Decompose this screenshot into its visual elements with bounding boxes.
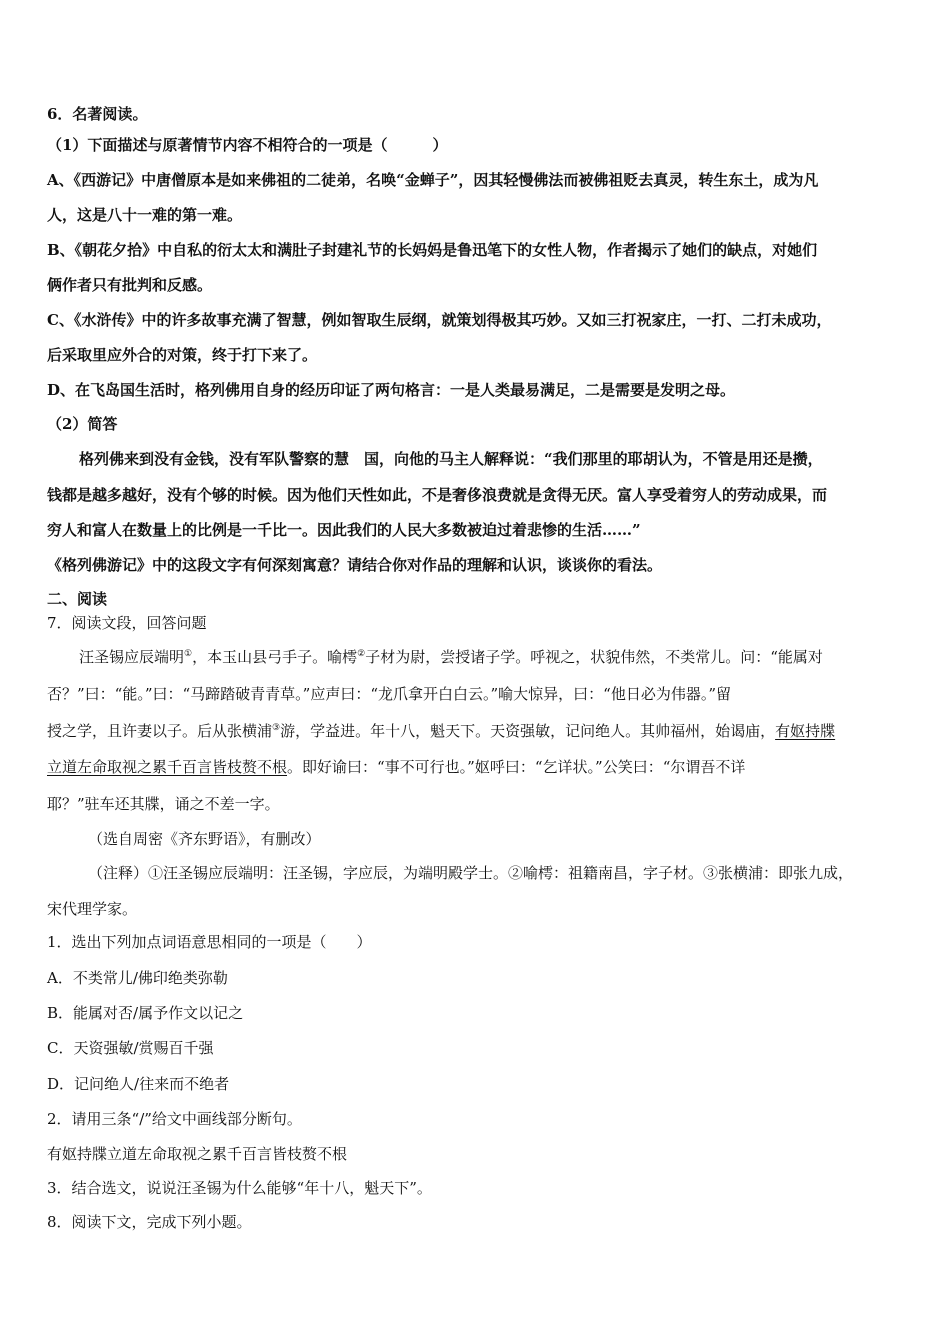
q7-sub1-option-d: D．记问绝人/往来而不绝者 — [47, 1075, 230, 1093]
q7-sub2: 2．请用三条“/”给文中画线部分断句。 — [47, 1110, 302, 1128]
q7-passage-line4 — [47, 757, 745, 777]
q7-sub2-text: 有妪持牒立道左命取视之累千百言皆枝赘不根 — [47, 1145, 348, 1163]
q8-title: 8．阅读下文，完成下列小题。 — [47, 1213, 252, 1231]
footnote-marker-3: ③ — [272, 723, 281, 733]
q7-passage-line1-a: 汪圣锡应辰端明 — [79, 648, 185, 666]
q7-sub1: 1．选出下列加点词语意思相同的一项是（ ） — [47, 933, 372, 951]
q6-option-b-line2: 俩作者只有批判和反感。 — [47, 276, 213, 294]
q6-option-d: D、在飞岛国生活时，格列佛用自身的经历印证了两句格言：一是人类最易满足，二是需要是发明之母。 — [47, 381, 736, 399]
q7-sub1-option-a: A．不类常儿/佛印绝类弥勒 — [47, 969, 228, 987]
q7-passage-line5: 耶？”驻车还其牒，诵之不差一字。 — [47, 795, 280, 813]
footnote-marker-2: ② — [357, 649, 366, 659]
q7-passage-line1-b: ，本玉山县弓手子。喻樗 — [192, 648, 358, 666]
q6-option-c-line1: C、《水浒传》中的许多故事充满了智慧，例如智取生辰纲，就策划得极其巧妙。又如三打祝家庄，一打、二打未成功， — [47, 311, 832, 329]
q7-source: （选自周密《齐东野语》，有删改） — [88, 830, 321, 848]
q7-sub1-option-c: C．天资强敏/赏赐百千强 — [47, 1039, 214, 1057]
underlined-passage-part1: 有妪持牒 — [775, 722, 836, 740]
q6-option-a-line1: A、《西游记》中唐僧原本是如来佛祖的二徒弟，名唤“金蝉子”，因其轻慢佛法而被佛祖贬去真灵，转生东土，成为凡 — [47, 171, 819, 189]
q7-passage-line3-b: 游，学益进。年十八，魁天下。天资强敏，记问绝人。其帅福州，始谒庙， — [280, 722, 776, 740]
q6-quote-line2: 钱都是越多越好，没有个够的时候。因为他们天性如此，不是奢侈浪费就是贪得无厌。富人享受着穷人的劳动成果，而 — [47, 486, 828, 504]
section2-title: 二、阅读 — [47, 590, 108, 608]
q7-title: 7．阅读文段，回答问题 — [47, 614, 207, 632]
q6-option-b-line1: B、《朝花夕拾》中自私的衍太太和满肚子封建礼节的长妈妈是鲁迅笔下的女性人物，作者揭示了她们的缺点，对她们 — [47, 241, 818, 259]
q7-passage-line1-c: 子材为尉，尝授诸子学。呼视之，状貌伟然，不类常儿。问：“能属对 — [365, 648, 823, 666]
q7-passage-line3 — [47, 721, 835, 741]
q7-passage-line1 — [79, 647, 823, 667]
q7-sub3: 3．结合选文，说说汪圣锡为什么能够“年十八，魁天下”。 — [47, 1179, 432, 1197]
q7-notes-line2: 宋代理学家。 — [47, 900, 138, 918]
q6-title: 6．名著阅读。 — [47, 105, 148, 123]
q6-option-a-line2: 人，这是八十一难的第一难。 — [47, 206, 243, 224]
q6-option-c-line2: 后采取里应外合的对策，终于打下来了。 — [47, 346, 318, 364]
q7-passage-line3-a: 授之学，且许妻以子。后从张横浦 — [47, 722, 273, 740]
q6-quote-line3: 穷人和富人在数量上的比例是一千比一。因此我们的人民大多数被迫过着悲惨的生活……” — [47, 521, 641, 539]
underlined-passage-part2: 立道左命取视之累千百言皆枝赘不根 — [47, 758, 288, 776]
q6-ask: 《格列佛游记》中的这段文字有何深刻寓意？请结合你对作品的理解和认识，谈谈你的看法。 — [47, 556, 663, 574]
q7-sub1-option-b: B．能属对否/属予作文以记之 — [47, 1004, 244, 1022]
q7-passage-line2: 否？”曰：“能。”曰：“马蹄踏破青青草。”应声曰：“龙爪拿开白白云。”喻大惊异，曰：“他日必为伟器。”留 — [47, 685, 732, 703]
q6-quote-line1: 格列佛来到没有金钱，没有军队警察的慧 国，向他的马主人解释说：“我们那里的耶胡认为，不管是用还是攒， — [79, 450, 823, 468]
q6-part2: （2）简答 — [47, 415, 118, 433]
q7-notes-line1: （注释）①汪圣锡应辰端明：汪圣锡，字应辰，为端明殿学士。②喻樗：祖籍南昌，字子材。③张横浦：即张九成， — [88, 864, 854, 882]
q7-passage-line4-b: 。即好谕曰：“事不可行也。”妪呼曰：“乞详状。”公笑曰：“尔谓吾不详 — [287, 758, 746, 776]
q6-part1: （1）下面描述与原著情节内容不相符合的一项是（ ） — [47, 136, 448, 154]
footnote-marker-1: ① — [184, 649, 193, 659]
